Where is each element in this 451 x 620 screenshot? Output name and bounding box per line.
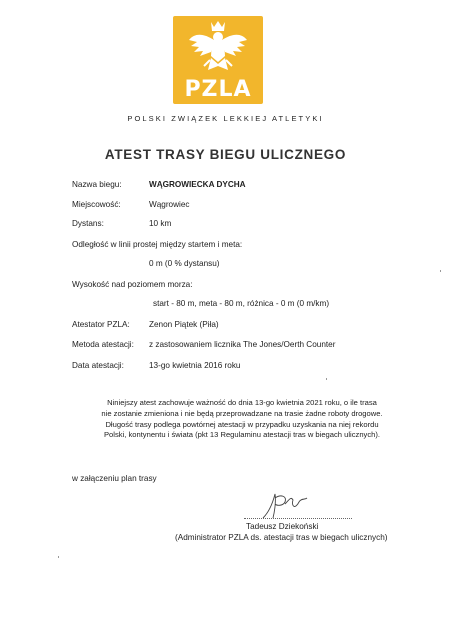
validity-line-4: Polski, kontynentu i świata (pkt 13 Regulaminu atestacji tras w biegach ulicznych). xyxy=(103,430,381,440)
scan-speck xyxy=(326,378,327,380)
logo-text: PZLA xyxy=(184,77,252,102)
method-value: z zastosowaniem licznika The Jones/Oerth Counter xyxy=(149,340,336,349)
elevation-value: start - 80 m, meta - 80 m, różnica - 0 m (0 m/km) xyxy=(153,299,330,308)
document-title: ATEST TRASY BIEGU ULICZNEGO xyxy=(104,147,347,162)
date-label: Data atestacji: xyxy=(72,361,124,370)
validity-line-3: Długość trasy podlega powtórnej atestacji w przypadku uzyskania na niej rekordu xyxy=(105,419,379,429)
validity-line-1: Niniejszy atest zachowuje ważność do dnia 13-go kwietnia 2021 roku, o ile trasa xyxy=(107,398,377,407)
enclosure-note: w załączeniu plan trasy xyxy=(72,474,157,483)
separation-value: 0 m (0 % dystansu) xyxy=(149,259,220,268)
validity-paragraph xyxy=(72,398,412,441)
separation-label: Odległość w linii prostej między startem i meta: xyxy=(72,240,243,249)
handwritten-signature xyxy=(255,488,310,522)
race-name-label: Nazwa biegu: xyxy=(72,180,122,189)
town-label: Miejscowość: xyxy=(72,200,121,209)
distance-label: Dystans: xyxy=(72,219,104,228)
scan-speck xyxy=(440,270,441,272)
distance-value: 10 km xyxy=(149,219,172,228)
date-value: 13-go kwietnia 2016 roku xyxy=(149,361,241,370)
town-value: Wągrowiec xyxy=(149,200,190,209)
organization-name: POLSKI ZWIĄZEK LEKKIEJ ATLETYKI xyxy=(127,114,324,123)
certifier-value: Zenon Piątek (Piła) xyxy=(149,320,219,329)
pzla-logo xyxy=(173,16,263,104)
scan-speck xyxy=(58,556,59,558)
signature-line xyxy=(244,518,352,519)
signer-name: Tadeusz Dziekoński xyxy=(246,522,319,531)
eagle-emblem-icon xyxy=(173,16,263,80)
validity-line-2: nie zostanie zmieniona i nie będą przeprowadzane na trasie żadne roboty drogowe. xyxy=(101,408,383,418)
elevation-label: Wysokość nad poziomem morza: xyxy=(72,280,193,289)
certifier-label: Atestator PZLA: xyxy=(72,320,130,329)
race-name-value: WĄGROWIECKA DYCHA xyxy=(149,180,246,189)
signer-role: (Administrator PZLA ds. atestacji tras w biegach ulicznych) xyxy=(175,533,388,542)
method-label: Metoda atestacji: xyxy=(72,340,134,349)
